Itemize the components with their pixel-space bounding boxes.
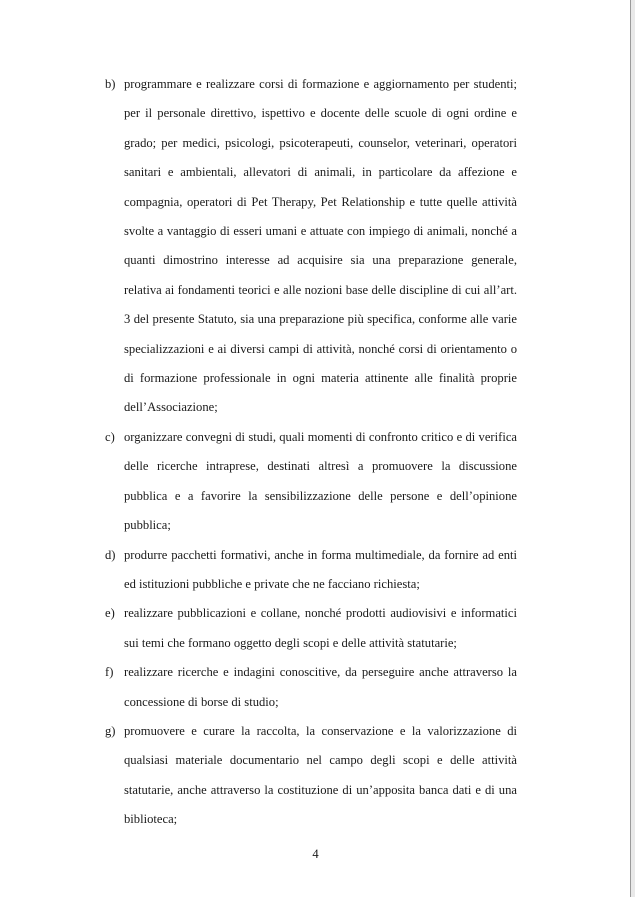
list-item-d [105, 541, 517, 600]
list-item-e [105, 599, 517, 658]
list-item-letter: g) [105, 723, 116, 738]
list-item-letter: d) [105, 547, 116, 562]
list-item-letter: c) [105, 429, 115, 444]
page-edge-shadow [631, 0, 635, 897]
list-item-text: realizzare ricerche e indagini conoscitive, da perseguire anche attraverso la concessione di borse di studio; [124, 665, 517, 709]
list-item-text: programmare e realizzare corsi di formazione e aggiornamento per studenti; per il personale direttivo, ispettivo e docente delle scuole di ogni ordine e grado; per medici, psicologi, psicoterapeuti, counselor, veterinari, operatori sanitari e ambientali, allevatori di animali, in particolare da affezione e compagnia, operatori di Pet Therapy, Pet Relationship e tutte quelle attività svolte a vantaggio di esseri umani e attuate con impiego di animali, nonché a quanti dimostrino interesse ad acquisire sia una preparazione generale, relativa ai fondamenti teorici e alle nozioni base delle discipline di cui all’art. 3 del presente Statuto, sia una preparazione più specifica, conforme alle varie specializzazioni e ai diversi campi di attività, nonché corsi di orientamento o di formazione professionale in ogni materia attinente alle finalità proprie dell’Associazione; [124, 77, 517, 415]
list-item-letter: b) [105, 77, 116, 91]
list-item-letter: f) [105, 665, 114, 680]
list-item-letter: e) [105, 606, 115, 621]
page-number: 4 [312, 847, 319, 861]
list-item-f [105, 658, 517, 717]
list-item-text: organizzare convegni di studi, quali momenti di confronto critico e di verifica delle ricerche intraprese, destinati altresì a promuovere la discussione pubblica e a favorire la sensibilizzazione delle persone e dell’opinione pubblica; [124, 429, 517, 533]
list-item-g [105, 717, 517, 835]
list-item-b [105, 70, 517, 423]
list-item-text: realizzare pubblicazioni e collane, nonché prodotti audiovisivi e informatici sui temi che formano oggetto degli scopi e delle attività statutarie; [124, 606, 517, 650]
statute-list [105, 70, 517, 835]
list-item-text: promuovere e curare la raccolta, la conservazione e la valorizzazione di qualsiasi materiale documentario nel campo degli scopi e delle attività statutarie, anche attraverso la costituzione di un’apposita banca dati e di una biblioteca; [124, 723, 517, 827]
list-item-text: produrre pacchetti formativi, anche in forma multimediale, da fornire ad enti ed istituzioni pubbliche e private che ne facciano richiesta; [124, 547, 517, 591]
list-item-c [105, 423, 517, 541]
